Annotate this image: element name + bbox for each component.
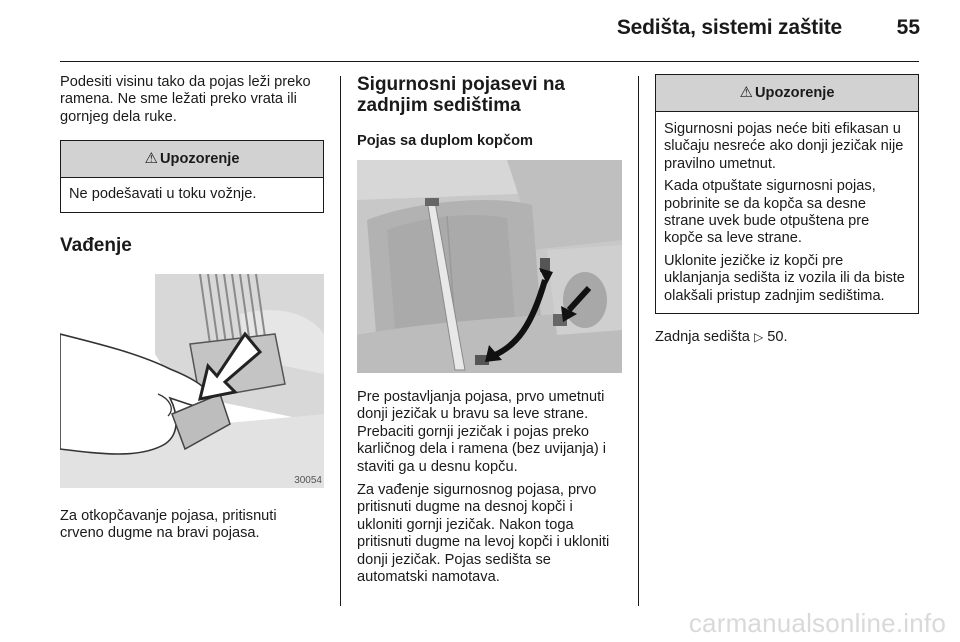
- warning-title: Upozorenje: [754, 85, 835, 101]
- column-divider-right: [638, 76, 639, 606]
- cross-reference-page-link[interactable]: 50.: [767, 329, 788, 346]
- rear-seat-belt-photo: [357, 160, 622, 373]
- column-left: [60, 74, 324, 542]
- section-heading-removal: Vađenje: [60, 234, 132, 256]
- warning-header: [61, 141, 323, 178]
- page-header-title: Sedišta, sistemi zaštite: [616, 16, 842, 39]
- warning-text: Ne podešavati u toku vožnje.: [69, 186, 257, 203]
- warning-header: [656, 75, 918, 112]
- instructions-paragraph-remove: Za vađenje sigurnosnog pojasa, prvo pritisnuti dugme na desnoj kopči i ukloniti gornji jezičak. Nakon toga pritisnuti dugme na levoj kopči i ukloniti donji jezičak. Pojas sedišta se automatski namotava.: [357, 482, 610, 586]
- page-number: 55: [896, 16, 920, 39]
- warning-title: Upozorenje: [159, 151, 240, 168]
- header-divider: [60, 61, 919, 62]
- column-middle: [357, 74, 622, 586]
- warning-paragraph-3: Uklonite jezičke iz kopči pre uklanjanja sedišta iz vozila ili da biste olakšali pristup zadnjim sedištima.: [664, 252, 905, 304]
- subheading-double-buckle: Pojas sa duplom kopčom: [357, 133, 533, 149]
- page-reference-arrow-icon: ▷: [753, 330, 764, 345]
- instructions-paragraph-fasten: Pre postavljanja pojasa, prvo umetnuti donji jezičak u bravu sa leve strane. Prebaciti gornji jezičak i pojas preko karličnog dela i ramena (bez uvijanja) i staviti ga u desnu kopču.: [357, 389, 607, 475]
- watermark: carmanualsonline.info: [688, 608, 946, 638]
- cross-reference-text: Zadnja sedišta: [655, 329, 750, 346]
- warning-paragraph-2: Kada otpuštate sigurnosni pojas, pobrinite se da kopča sa desne strane uvek bude otpuštena pre kopče sa leve strane.: [664, 178, 876, 247]
- removal-caption: Za otkopčavanje pojasa, pritisnuti crveno dugme na bravi pojasa.: [60, 507, 277, 542]
- cross-reference: [655, 329, 919, 346]
- section-heading-rear-seat-belts: Sigurnosni pojasevi na zadnjim sedištima: [357, 74, 565, 116]
- figure-number: 30054: [294, 474, 322, 486]
- buckle-release-illustration: [60, 274, 324, 488]
- warning-paragraph-1: Sigurnosni pojas neće biti efikasan u slučaju nesreće ako donji jezičak nije pravilno umetnut.: [664, 121, 904, 172]
- warning-triangle-icon: ⚠: [739, 84, 753, 101]
- column-right: [655, 74, 919, 346]
- intro-paragraph: Podesiti visinu tako da pojas leži preko ramena. Ne sme ležati preko vrata ili gornjeg dela ruke.: [60, 74, 311, 125]
- warning-box-rear-belts: [655, 74, 919, 314]
- hand-pressing-buckle-icon: [60, 274, 324, 488]
- column-divider-left: [340, 76, 341, 606]
- warning-triangle-icon: ⚠: [144, 150, 158, 168]
- warning-box-adjust: [60, 140, 324, 212]
